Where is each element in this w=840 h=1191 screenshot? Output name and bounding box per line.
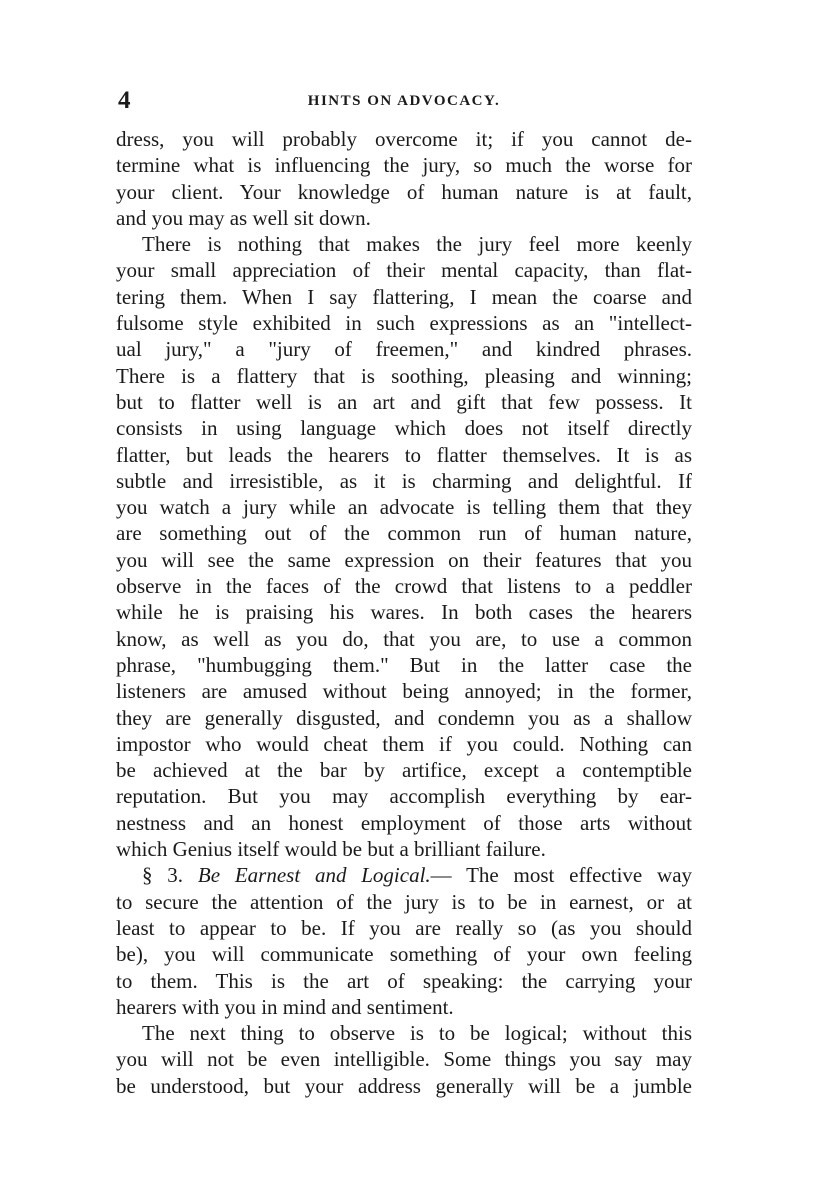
text-line: they are generally disgusted, and condemn you as a shallow — [116, 705, 692, 730]
text-line: you watch a jury while an advocate is telling them that they — [116, 495, 692, 520]
text-line: be), you will communicate something of your own feeling — [116, 942, 692, 967]
page-number: 4 — [118, 87, 131, 114]
text-line: subtle and irresistible, as it is charming and delightful. If — [116, 468, 692, 493]
text-line: you will see the same expression on their features that you — [116, 547, 692, 572]
running-head-title: HINTS ON ADVOCACY. — [307, 93, 501, 109]
text-line: There is nothing that makes the jury feel more keenly — [142, 232, 692, 257]
text-line: impostor who would cheat them if you could. Nothing can — [116, 731, 692, 756]
text-line: tering them. When I say flattering, I mean the coarse and — [116, 284, 692, 309]
text-line: observe in the faces of the crowd that listens to a peddler — [116, 574, 692, 599]
text-line: while he is praising his wares. In both cases the hearers — [116, 600, 692, 625]
text-line: to them. This is the art of speaking: the carrying your — [116, 968, 692, 993]
text-line: your small appreciation of their mental capacity, than flat- — [116, 258, 692, 283]
text-line: which Genius itself would be but a brilliant failure. — [116, 837, 546, 862]
text-line: know, as well as you do, that you are, to use a common — [116, 626, 692, 651]
text-line: are something out of the common run of human nature, — [116, 521, 692, 546]
section-lead-text: — The most effective way — [430, 863, 693, 888]
text-line: dress, you will probably overcome it; if you cannot de- — [116, 127, 692, 151]
text-line: be understood, but your address generally will be a jumble — [116, 1073, 692, 1098]
section-title: Be Earnest and Logical. — [197, 863, 431, 888]
text-line: reputation. But you may accomplish everything by ear- — [116, 784, 692, 809]
text-line: least to appear to be. If you are really so (as you should — [116, 915, 692, 940]
text-line: There is a flattery that is soothing, pleasing and winning; — [116, 363, 692, 388]
running-head — [118, 86, 690, 116]
text-line: termine what is influencing the jury, so much the worse for — [116, 153, 692, 178]
text-line: hearers with you in mind and sentiment. — [116, 994, 454, 1019]
text-line: and you may as well sit down. — [116, 205, 371, 230]
text-line: your client. Your knowledge of human nature is at fault, — [116, 179, 692, 204]
text-line: you will not be even intelligible. Some things you say may — [116, 1047, 692, 1072]
text-line: to secure the attention of the jury is to be in earnest, or at — [116, 889, 692, 914]
text-line: listeners are amused without being annoyed; in the former, — [116, 679, 692, 704]
text-line: The next thing to observe is to be logical; without this — [142, 1021, 692, 1046]
text-line: but to flatter well is an art and gift that few possess. It — [116, 389, 692, 414]
text-line: fulsome style exhibited in such expressions as an "intellect- — [116, 311, 692, 336]
text-line: be achieved at the bar by artifice, except a contemptible — [116, 758, 692, 783]
text-line: consists in using language which does not itself directly — [116, 416, 692, 441]
section-heading-line — [116, 862, 692, 888]
section-number: § 3. — [142, 863, 184, 888]
body-text — [116, 126, 692, 1099]
text-line: flatter, but leads the hearers to flatter themselves. It is as — [116, 442, 692, 467]
text-line: nestness and an honest employment of those arts without — [116, 810, 692, 835]
text-line: phrase, "humbugging them." But in the latter case the — [116, 652, 692, 677]
text-line: ual jury," a "jury of freemen," and kindred phrases. — [116, 337, 692, 362]
